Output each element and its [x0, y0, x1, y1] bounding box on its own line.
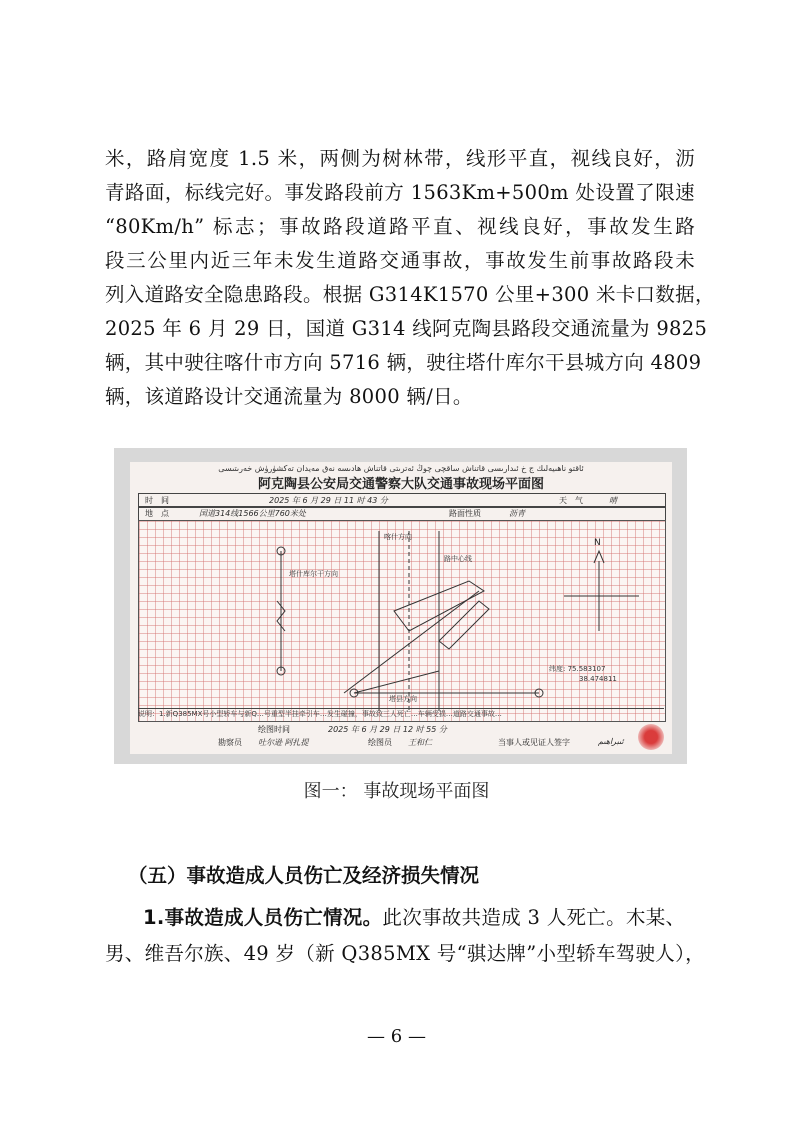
coord-2: 38.474811 [579, 675, 617, 683]
paragraph-line-3: “80Km/h” 标志；事故路段道路平直、视线良好，事故发生路 [105, 215, 695, 238]
place-value: 国道314线1566公里760米处 [199, 509, 306, 518]
road-label: 路面性质 [449, 509, 481, 518]
uyghur-title: ئاقتو ناھىيەلىك ج خ ئىدارىسى قاتناش ساقچى چوڭ ئەترىتى قاتناش ھادىسە نەق مەيدان تەكشۈرۈش خەرىتىسى [218, 464, 584, 473]
scene-sketch [139, 521, 665, 721]
section-heading: （五）事故造成人员伤亡及经济损失情况 [128, 864, 480, 887]
place-label: 地 点 [145, 509, 169, 518]
accident-scene-figure [114, 448, 687, 764]
measurement-line-2 [354, 671, 439, 693]
casualty-lead: 1.事故造成人员伤亡情况。 [143, 906, 383, 929]
page-number: — 6 — [367, 1026, 426, 1047]
party-label: 当事人或见证人签字 [498, 738, 570, 747]
drawn-time-label: 绘图时间 [258, 725, 290, 734]
paragraph-line-6: 2025 年 6 月 29 日，国道 G314 线阿克陶县路段交通流量为 9825 [105, 317, 708, 340]
figure-caption: 图一： 事故现场平面图 [303, 781, 490, 802]
diagram-grid [138, 520, 666, 722]
label-tashi: 塔什库尔干方向 [289, 570, 338, 578]
body-paragraph [105, 142, 715, 414]
label-taxian: 塔县方向 [389, 695, 417, 703]
time-label: 时 间 [145, 496, 169, 505]
north-label: N [594, 538, 601, 548]
time-value: 2025 年 6 月 29 日 11 时 43 分 [269, 496, 388, 505]
coord-1: 纬度: 75.583107 [549, 665, 606, 673]
paragraph-line-1: 米，路肩宽度 1.5 米，两侧为树林带，线形平直，视线良好，沥 [105, 147, 695, 170]
diagram-note: 说明：1.新Q385MX号小型轿车与新Q…号重型半挂牵引车…发生碰撞，事故致三人死亡…车辆受损…道路交通事故… [138, 708, 664, 723]
sheet-title: 阿克陶县公安局交通警察大队交通事故现场平面图 [257, 477, 544, 492]
paragraph-line-4: 段三公里内近三年未发生道路交通事故，事故发生前事故路段未 [105, 249, 695, 272]
place-row [138, 506, 666, 521]
drawn-time-value: 2025 年 6 月 29 日 12 时 55 分 [328, 725, 447, 734]
signature-row [138, 724, 664, 750]
paragraph-line-2: 青路面，标线完好。事发路段前方 1563Km+500m 处设置了限速 [105, 181, 695, 204]
surveyor-signature: 吐尔逊 阿扎提 [258, 738, 309, 747]
surveyor-label: 勘察员 [218, 738, 242, 747]
vehicle-outline-2 [439, 601, 489, 649]
label-lengthwise: 路中心线 [444, 555, 472, 563]
casualty-paragraph [105, 900, 705, 972]
drafter-signature: 王和仁 [408, 738, 432, 747]
weather-value: 晴 [609, 496, 617, 505]
casualty-line-1 [105, 900, 695, 936]
reference-arrow [277, 601, 285, 631]
drafter-label: 绘图员 [368, 738, 392, 747]
weather-label: 天 气 [559, 496, 583, 505]
label-kashi: 喀什方向 [384, 533, 412, 541]
road-value: 沥青 [509, 509, 525, 518]
paragraph-line-7: 辆，其中驶往喀什市方向 5716 辆，驶往塔什库尔干县城方向 4809 [105, 351, 702, 374]
scene-diagram-sheet [130, 462, 672, 754]
paragraph-line-8: 辆，该道路设计交通流量为 8000 辆/日。 [105, 385, 473, 408]
party-signature: ئىبراھىم [598, 737, 624, 746]
red-seal-stamp [638, 724, 664, 750]
paragraph-line-5: 列入道路安全隐患路段。根据 G314K1570 公里+300 米卡口数据， [105, 283, 715, 306]
sheet-header [130, 462, 672, 492]
casualty-line-1-rest: 此次事故共造成 3 人死亡。木某、 [382, 906, 686, 929]
casualty-line-2: 男、维吾尔族、49 岁（新 Q385MX 号“骐达牌”小型轿车驾驶人）， [105, 942, 705, 965]
